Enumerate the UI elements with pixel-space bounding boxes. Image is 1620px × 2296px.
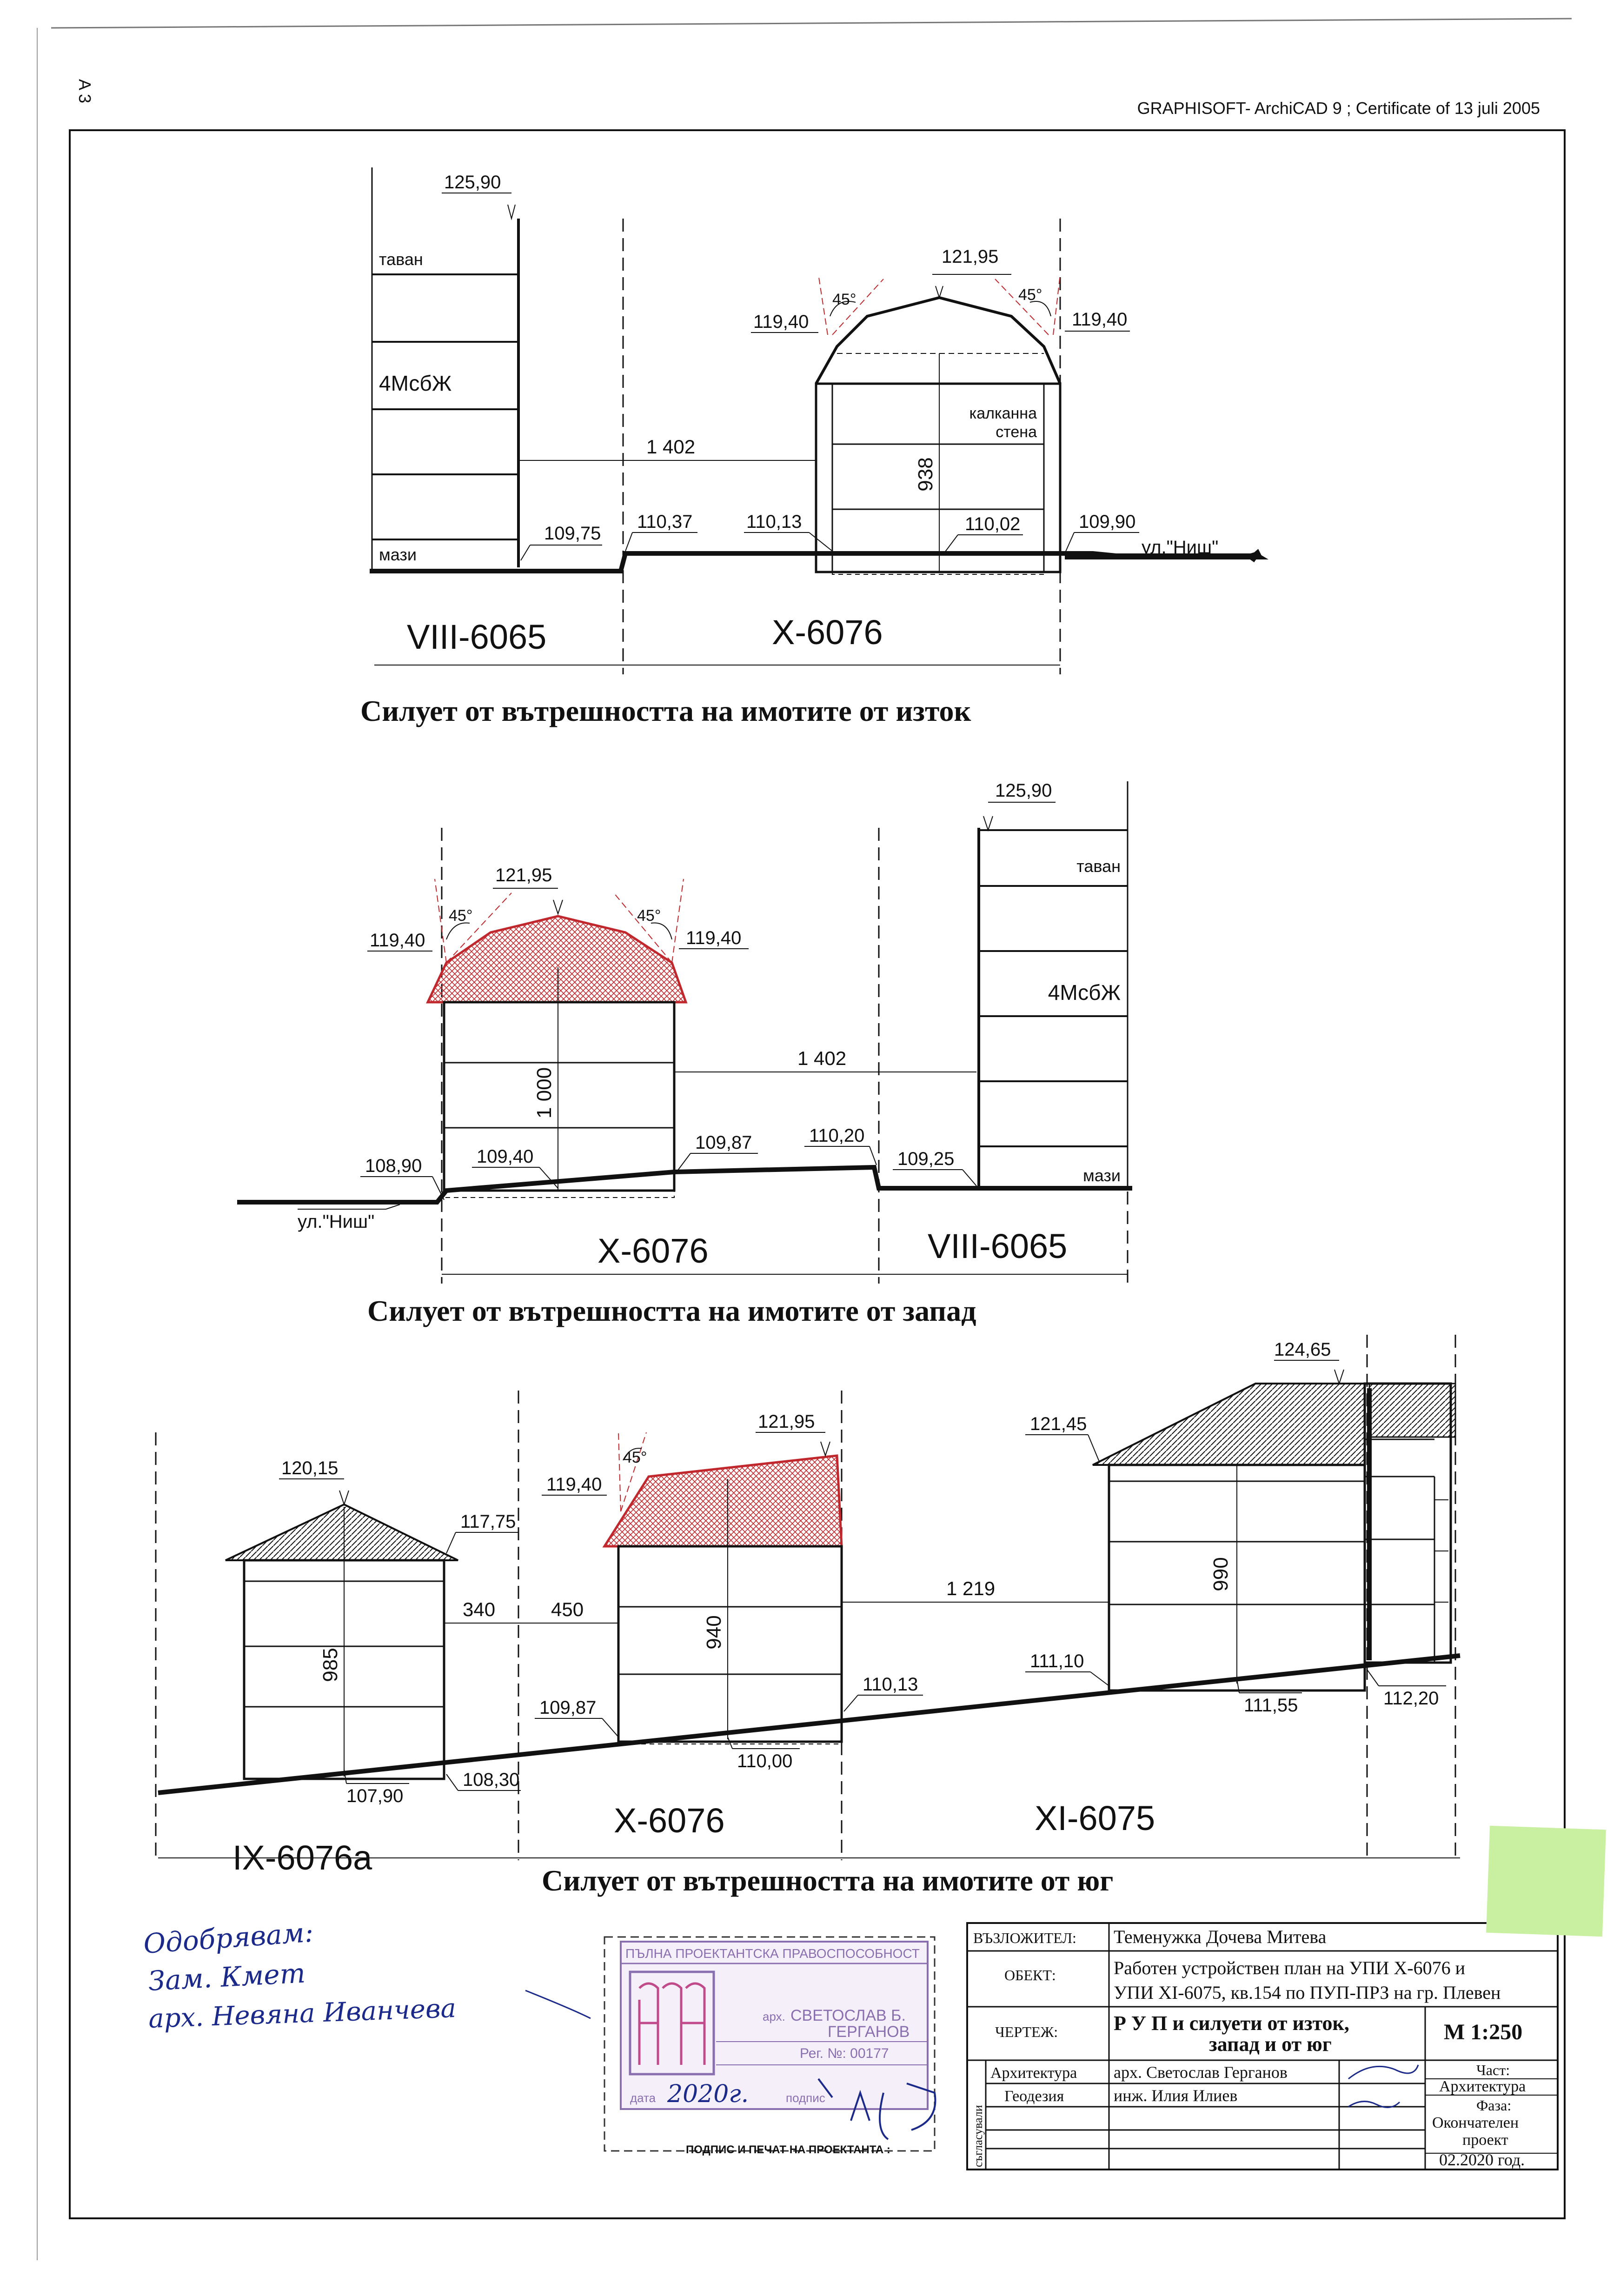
east-title: Силует от вътрешността на имотите от изток xyxy=(360,694,971,727)
tb-object-label: ОБЕКТ: xyxy=(1004,1967,1056,1983)
stamp-signature-label: подпис xyxy=(786,2091,825,2105)
approval-line-2: Зам. Кмет xyxy=(147,1957,306,1997)
south-height-xi: 990 xyxy=(1209,1557,1232,1591)
west-roof xyxy=(428,916,686,1002)
south-plot-x: X-6076 xyxy=(614,1801,725,1840)
east-street-name: ул."Ниш" xyxy=(1142,537,1219,558)
east-height: 938 xyxy=(914,457,937,492)
east-left-ground-level: 109,75 xyxy=(544,523,601,544)
east-left-building xyxy=(372,167,518,572)
south-ground-line xyxy=(158,1656,1460,1793)
stamp-date-label: дата xyxy=(630,2091,656,2105)
tb-part: Архитектура xyxy=(1439,2078,1526,2095)
south-ground-a: 107,90 xyxy=(346,1786,404,1806)
south-x-roof xyxy=(604,1456,842,1546)
west-title: Силует от вътрешността на имотите от запад xyxy=(367,1294,976,1327)
east-base-left: 110,13 xyxy=(746,512,802,532)
east-gable-note-1: калканна xyxy=(969,405,1037,422)
east-floor-level: 110,02 xyxy=(965,514,1021,534)
east-angle-left: 45° xyxy=(832,291,856,308)
west-neighbour-ground: 109,25 xyxy=(897,1149,955,1169)
south-corner-a: 108,30 xyxy=(463,1770,520,1790)
tb-drawing-label: ЧЕРТЕЖ: xyxy=(995,2023,1058,2040)
west-street-level: 108,90 xyxy=(365,1156,422,1176)
approval-line-1: Одобрявам: xyxy=(142,1916,315,1960)
tb-object-1: Работен устройствен план на УПИ Х-6076 и xyxy=(1114,1957,1466,1978)
west-street-name: ул."Ниш" xyxy=(298,1211,375,1232)
stamp-date-hand: 2020г. xyxy=(667,2080,749,2108)
west-grade-mid: 110,20 xyxy=(809,1125,865,1146)
west-angle-right: 45° xyxy=(637,907,661,925)
west-base-left: 109,40 xyxy=(477,1146,534,1167)
west-distance: 1 402 xyxy=(797,1047,847,1069)
stamp-name-2: ГЕРГАНОВ xyxy=(828,2023,910,2041)
south-ridge-a: 120,15 xyxy=(281,1458,339,1478)
south-ridge-x: 121,95 xyxy=(758,1411,815,1432)
east-plot-right: X-6076 xyxy=(772,613,883,652)
west-angle-left: 45° xyxy=(449,907,473,925)
west-plot-right: VIII-6065 xyxy=(928,1227,1068,1265)
south-dist-x: 450 xyxy=(551,1598,584,1620)
east-left-floors: 4МсбЖ xyxy=(379,371,452,395)
east-silhouette xyxy=(360,167,1260,727)
south-floor-xi: 111,55 xyxy=(1244,1695,1298,1716)
south-silhouette xyxy=(156,1335,1460,1897)
tb-date: 02.2020 год. xyxy=(1439,2150,1525,2169)
east-left-top-floor: таван xyxy=(379,250,423,269)
software-certificate: GRAPHISOFT- ArchiCAD 9 ; Certificate of 13 juli 2005 xyxy=(1137,99,1540,118)
green-sticky-note xyxy=(1486,1826,1606,1937)
west-right-top-floor: таван xyxy=(1076,857,1121,876)
south-base-x: 109,87 xyxy=(539,1697,597,1718)
south-angle: 45° xyxy=(623,1449,647,1466)
west-eave-right: 119,40 xyxy=(686,928,742,948)
sheet-size-label: A 3 xyxy=(75,79,94,104)
south-dist-xi: 1 219 xyxy=(946,1577,996,1599)
east-distance: 1 402 xyxy=(646,436,696,458)
south-title: Силует от вътрешността на имотите от юг xyxy=(542,1864,1114,1897)
stamp-footer: ПОДПИС И ПЕЧАТ НА ПРОЕКТАНТА : xyxy=(686,2143,890,2156)
stamp-name-prefix: арх. xyxy=(763,2010,785,2023)
south-ridge-xi: 124,65 xyxy=(1274,1339,1331,1360)
tb-signature-arch xyxy=(1348,2065,1418,2079)
south-house-a xyxy=(244,1479,444,1779)
tb-phase-label: Фаза: xyxy=(1476,2097,1512,2114)
west-plot-left: X-6076 xyxy=(598,1231,709,1270)
tb-client: Теменужка Дочева Митева xyxy=(1114,1926,1327,1947)
south-house-a-roof xyxy=(226,1504,458,1560)
west-right-basement: мази xyxy=(1083,1166,1121,1185)
tb-scale: М 1:250 xyxy=(1444,2020,1523,2044)
east-plot-left: VIII-6065 xyxy=(407,618,547,656)
stamp-name-1: СВЕТОСЛАВ Б. xyxy=(790,2007,906,2024)
east-left-top-level: 125,90 xyxy=(444,172,501,193)
west-right-floors: 4МсбЖ xyxy=(1048,980,1121,1005)
south-eave-a: 117,75 xyxy=(460,1511,516,1532)
west-neighbour-top: 125,90 xyxy=(995,780,1052,801)
tb-object-2: УПИ ХI-6075, кв.154 по ПУП-ПРЗ на гр. Плевен xyxy=(1114,1982,1501,2003)
west-silhouette xyxy=(237,780,1132,1327)
south-height-a: 985 xyxy=(319,1648,342,1682)
tb-phase-2: проект xyxy=(1462,2131,1508,2149)
south-eave-xi: 121,45 xyxy=(1030,1414,1087,1434)
tb-agreed: съгласували xyxy=(971,2105,985,2167)
south-dist-a: 340 xyxy=(463,1598,496,1620)
tb-drawing-2: запад и от юг xyxy=(1209,2033,1332,2056)
approval-line-3: арх. Невяна Иванчева xyxy=(148,1993,457,2034)
tb-geo-name: инж. Илия Илиев xyxy=(1114,2086,1238,2105)
tb-client-label: ВЪЗЛОЖИТЕЛ: xyxy=(973,1930,1076,1946)
tb-arch-label: Архитектура xyxy=(990,2064,1077,2082)
west-eave-left: 119,40 xyxy=(370,930,425,951)
east-gable-note-2: стена xyxy=(996,423,1037,441)
south-base-xi: 111,10 xyxy=(1030,1651,1084,1671)
east-eave-left-level: 119,40 xyxy=(753,312,809,332)
stamp-header: ПЪЛНА ПРОЕКТАНТСКА ПРАВОСПОСОБНОСТ xyxy=(625,1946,920,1961)
south-plot-xi: XI-6075 xyxy=(1035,1799,1155,1837)
east-left-basement: мази xyxy=(379,545,417,564)
south-floor-x: 110,00 xyxy=(737,1751,793,1771)
west-plot-lines xyxy=(442,781,1128,1284)
south-plot-a: IX-6076а xyxy=(232,1838,372,1877)
tb-drawing-1: Р У П и силуети от изток, xyxy=(1114,2012,1349,2035)
south-corner-x: 110,13 xyxy=(863,1674,918,1695)
west-ridge-level: 121,95 xyxy=(495,865,552,885)
east-ridge-level: 121,95 xyxy=(942,246,999,267)
south-corner-xi: 112,20 xyxy=(1383,1688,1439,1709)
south-xi-roof xyxy=(1093,1384,1365,1465)
approval-note xyxy=(142,1917,457,2034)
east-street-level: 109,90 xyxy=(1079,512,1136,532)
west-height: 1 000 xyxy=(533,1067,556,1119)
east-angle-right: 45° xyxy=(1018,286,1042,304)
tb-arch-name: арх. Светослав Герганов xyxy=(1114,2063,1288,2082)
stamp-reg: Рег. №: 00177 xyxy=(800,2046,889,2061)
designer-stamp xyxy=(525,1937,935,2156)
tb-geo-label: Геодезия xyxy=(1004,2088,1064,2105)
tb-part-label: Част: xyxy=(1476,2062,1510,2078)
south-eave-x: 119,40 xyxy=(546,1474,602,1495)
west-base-right: 109,87 xyxy=(695,1132,752,1153)
east-grade-left: 110,37 xyxy=(637,512,693,532)
tb-phase-1: Окончателен xyxy=(1432,2114,1519,2131)
east-eave-right-level: 119,40 xyxy=(1072,309,1128,330)
south-height-x: 940 xyxy=(703,1615,725,1650)
